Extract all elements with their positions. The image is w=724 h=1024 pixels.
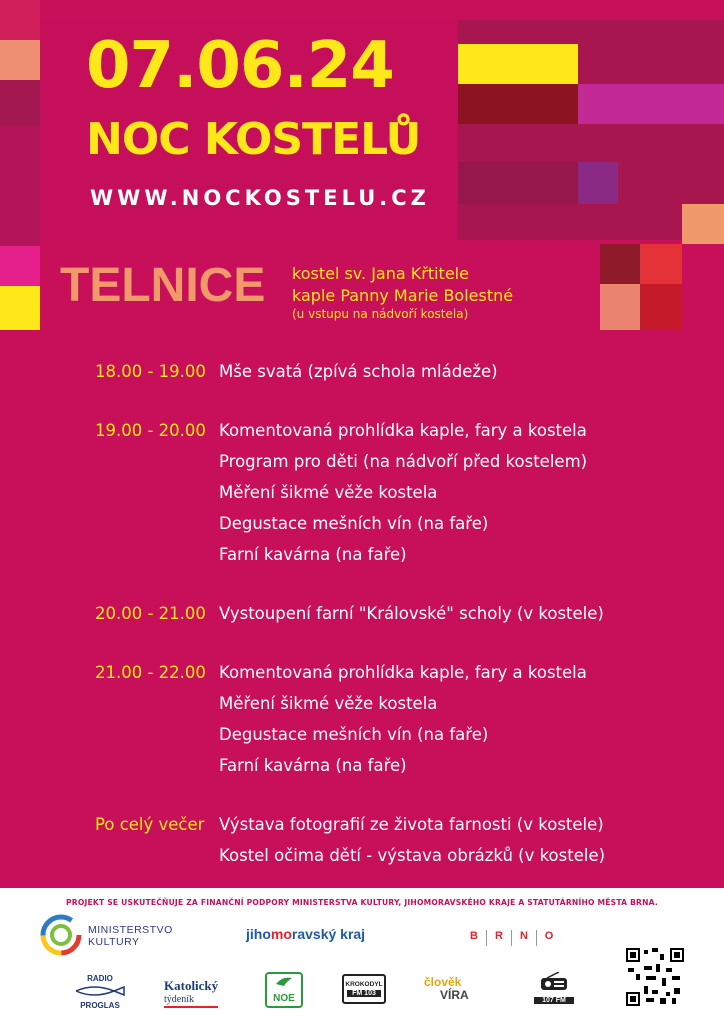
- radio-krokodyl-logo: KROKODYL FM 103: [342, 974, 386, 1004]
- ministry-name-2: KULTURY: [88, 936, 140, 948]
- schedule-time: 21.00 - 22.00: [95, 663, 206, 682]
- ministry-logo: [40, 914, 190, 956]
- sponsor-footer: [0, 888, 724, 1024]
- schedule-block: [95, 598, 695, 629]
- schedule-item: Farní kavárna (na faře): [219, 545, 407, 564]
- schedule-item: Komentovaná prohlídka kaple, fary a kostela: [219, 421, 587, 440]
- schedule-item: Mše svatá (zpívá schola mládeže): [219, 362, 498, 381]
- schedule-item: Program pro děti (na nádvoří před kostelem): [219, 452, 588, 471]
- support-statement: PROJEKT SE USKUTEČŇUJE ZA FINANČNÍ PODPORY MINISTERSTVA KULTURY, JIHOMORAVSKÉHO KRAJE A STATUTÁRNÍHO MĚSTA BRNA.: [66, 898, 658, 907]
- church-note: (u vstupu na nádvoří kostela): [292, 307, 469, 321]
- program-schedule: [95, 356, 695, 899]
- decor-tile: [0, 80, 40, 126]
- clovek-a-vira-logo: člověk VÍRA: [424, 975, 469, 1002]
- decor-tile: [0, 286, 40, 330]
- decor-tile: [458, 44, 578, 84]
- radio-logo: 107 FM: [534, 972, 574, 1008]
- website-link[interactable]: WWW.NOCKOSTELU.CZ: [90, 186, 430, 210]
- decor-tile: [0, 246, 40, 286]
- ministry-name-1: MINISTERSTVO: [88, 924, 173, 936]
- church-line-2: kaple Panny Marie Bolestné: [292, 286, 514, 305]
- radio-icon: [539, 972, 569, 992]
- schedule-item: Komentovaná prohlídka kaple, fary a kostela: [219, 663, 587, 682]
- radio-proglas-logo: RADIO PROGLAS: [70, 974, 130, 1008]
- fish-icon: [74, 986, 126, 996]
- schedule-item: Kostel očima dětí - výstava obrázků (v kostele): [219, 846, 606, 865]
- brno-logo: B R N O: [462, 930, 582, 946]
- schedule-time: Po celý večer: [95, 815, 205, 834]
- decor-tile: [600, 284, 640, 330]
- decor-tile: [458, 162, 578, 204]
- schedule-item: Degustace mešních vín (na faře): [219, 725, 489, 744]
- ministry-emblem-icon: [40, 914, 82, 956]
- schedule-block: [95, 415, 695, 570]
- decor-tile: [0, 40, 40, 80]
- decor-tile: [682, 244, 724, 284]
- katolicky-tydenik-logo: Katolický týdeník: [164, 978, 218, 1008]
- decor-tile: [0, 0, 40, 40]
- town-name: TELNICE: [60, 259, 266, 312]
- decor-tile: [0, 126, 40, 246]
- schedule-item: Farní kavárna (na faře): [219, 756, 407, 775]
- schedule-block: [95, 809, 695, 871]
- decor-tile: [640, 284, 682, 330]
- schedule-item: Výstava fotografií ze života farnosti (v kostele): [219, 815, 604, 834]
- qr-code-icon[interactable]: [626, 948, 684, 1006]
- schedule-item: Degustace mešních vín (na faře): [219, 514, 489, 533]
- jihomoravsky-kraj-logo: jihomoravský kraj: [246, 926, 366, 942]
- schedule-time: 20.00 - 21.00: [95, 604, 206, 623]
- schedule-block: [95, 657, 695, 781]
- decor-tile: [578, 84, 724, 124]
- decor-tile: [682, 204, 724, 244]
- schedule-time: 18.00 - 19.00: [95, 362, 206, 381]
- decor-tile: [578, 162, 618, 204]
- decor-tile: [600, 244, 640, 284]
- dove-icon: [274, 976, 294, 988]
- event-date: 07.06.24: [86, 29, 394, 103]
- church-info: [292, 263, 513, 321]
- tv-noe-logo: NOE: [265, 972, 303, 1008]
- decor-tile: [458, 84, 578, 124]
- schedule-block: [95, 356, 695, 387]
- decor-tile: [640, 244, 682, 284]
- schedule-item: Měření šikmé věže kostela: [219, 483, 438, 502]
- church-line-1: kostel sv. Jana Křtitele: [292, 264, 469, 283]
- schedule-item: Vystoupení farní "Královské" scholy (v kostele): [219, 604, 604, 623]
- event-title: NOC KOSTELŮ: [86, 114, 421, 165]
- schedule-time: 19.00 - 20.00: [95, 421, 206, 440]
- schedule-item: Měření šikmé věže kostela: [219, 694, 438, 713]
